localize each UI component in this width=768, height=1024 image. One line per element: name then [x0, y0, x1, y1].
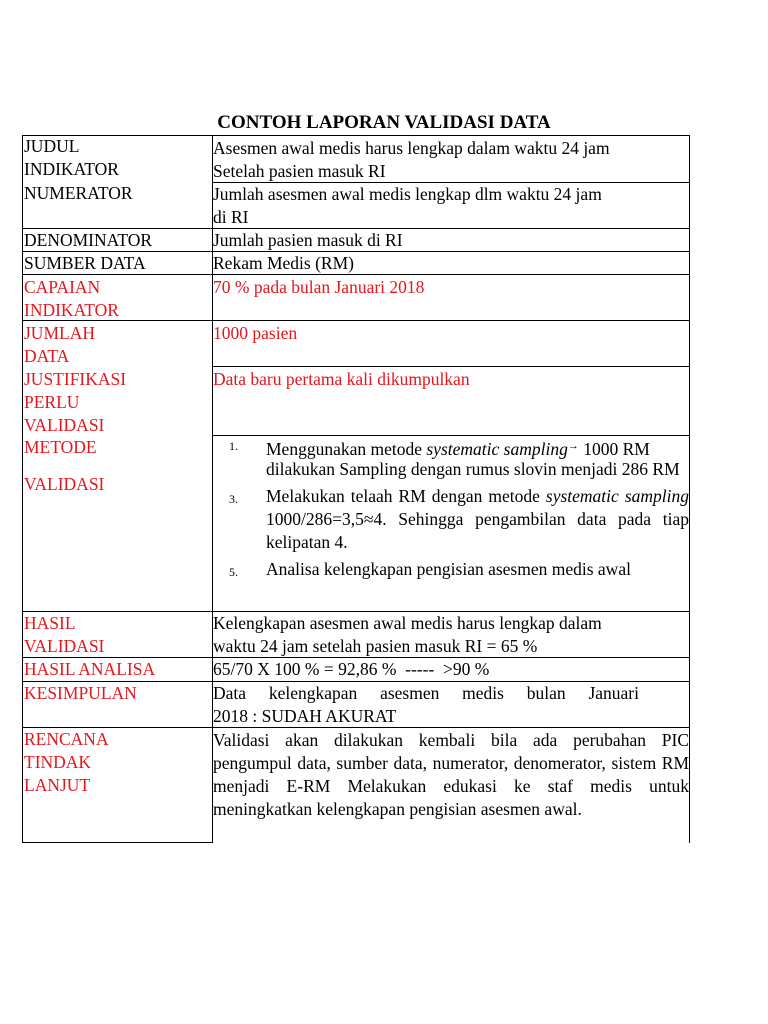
- item-number: 5.: [229, 565, 238, 579]
- value-judul-indikator: Asesmen awal medis harus lengkap dalam waktu 24 jam Setelah pasien masuk RI: [213, 138, 610, 181]
- label-metode: METODE: [24, 437, 97, 457]
- value-capaian-indikator: 70 % pada bulan Januari 2018: [213, 277, 425, 297]
- value-hasil-analisa: 65/70 X 100 % = 92,86 % ----- >90 %: [213, 659, 490, 679]
- value-kesimpulan-line2: 2018 : SUDAH AKURAT: [213, 706, 397, 726]
- label-capaian-indikator: CAPAIAN INDIKATOR: [24, 277, 119, 320]
- document-title: CONTOH LAPORAN VALIDASI DATA: [217, 112, 551, 133]
- table-rule: [213, 366, 689, 367]
- metode-item: 3. Melakukan telaah RM dengan metode systematic sampling 1000/286=3,5≈4. Sehingga pengambilan data pada tiap kelipatan 4.: [229, 486, 689, 552]
- table-rule: [22, 842, 213, 843]
- arrow-icon: →: [567, 440, 579, 452]
- item-number: 1.: [229, 439, 238, 453]
- table-border-left: [22, 135, 23, 843]
- metode-item: 1. Menggunakan metode systematic sampling→ 1000 RM dilakukan Sampling dengan rumus slovin menjadi 286 RM: [213, 435, 689, 479]
- label-sumber-data: SUMBER DATA: [24, 253, 146, 273]
- value-numerator: Jumlah asesmen awal medis lengkap dlm waktu 24 jam di RI: [213, 184, 602, 227]
- value-jumlah-data: 1000 pasien: [213, 323, 298, 343]
- value-denominator: Jumlah pasien masuk di RI: [213, 230, 403, 250]
- label-denominator: DENOMINATOR: [24, 230, 153, 250]
- label-rencana-tindak-lanjut: RENCANA TINDAK LANJUT: [24, 729, 109, 795]
- metode-list: [213, 435, 689, 580]
- metode-item: 5. Analisa kelengkapan pengisian asesmen medis awal: [213, 558, 689, 580]
- value-rencana-tindak-lanjut: Validasi akan dilakukan kembali bila ada perubahan PIC pengumpul data, sumber data, numerator, denomerator, sistem RM menjadi E-RM Melakukan edukasi ke staf medis untuk meningkatkan kelengkapan pengisian asesmen awal.: [213, 730, 689, 819]
- value-kesimpulan-line1: Data kelengkapan asesmen medis bulan Januari: [213, 683, 639, 703]
- label-hasil-validasi: HASIL VALIDASI: [24, 613, 105, 656]
- item-number: 3.: [229, 492, 238, 506]
- label-jumlah-data: JUMLAH DATA: [24, 323, 95, 366]
- label-numerator: NUMERATOR: [24, 183, 133, 203]
- label-judul-indikator: JUDUL INDIKATOR: [24, 136, 119, 179]
- value-justifikasi: Data baru pertama kali dikumpulkan: [213, 369, 470, 389]
- label-hasil-analisa: HASIL ANALISA: [24, 659, 156, 679]
- value-sumber-data: Rekam Medis (RM): [213, 253, 354, 273]
- label-justifikasi: JUSTIFIKASI PERLU VALIDASI: [24, 369, 127, 435]
- label-validasi: VALIDASI: [24, 474, 105, 494]
- value-hasil-validasi: Kelengkapan asesmen awal medis harus lengkap dalam waktu 24 jam setelah pasien masuk RI = 65 %: [213, 613, 602, 656]
- label-kesimpulan: KESIMPULAN: [24, 683, 137, 703]
